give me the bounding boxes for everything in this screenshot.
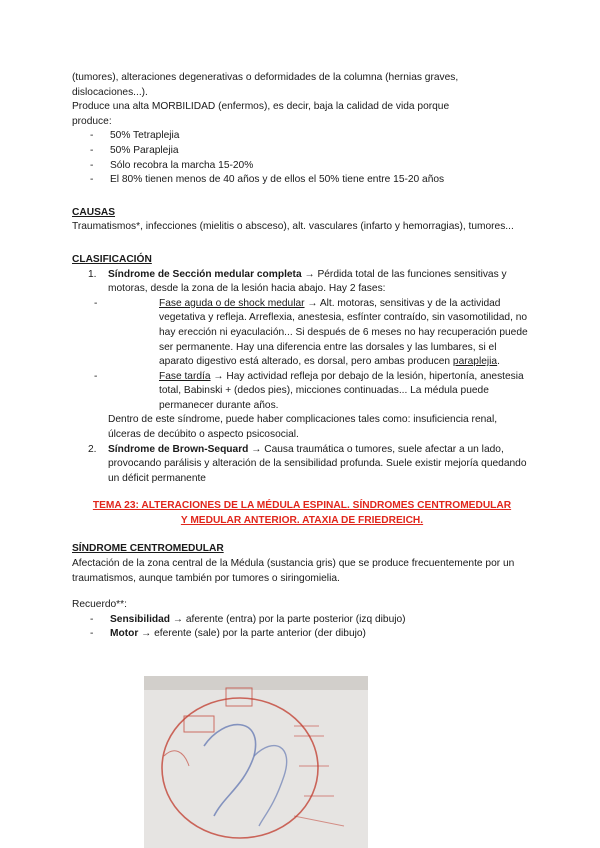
list-item bbox=[72, 627, 532, 642]
brown-sequard-text: → Causa traumática o tumores, suele afectar a un lado, provocando parálisis y alteración de la sensibilidad profunda. Suele existir mejoría quedando un déficit permanente bbox=[108, 443, 527, 484]
fase-aguda-end: . bbox=[497, 356, 500, 368]
list-item bbox=[72, 370, 532, 414]
item-number: 2. bbox=[88, 443, 97, 455]
list-item: - 50% Paraplejia bbox=[72, 144, 532, 159]
fase-aguda-text: → Alt. motoras, sensitivas y de la actividad vegetativa y refleja. Arreflexia, anestesia, esfínter contraído, sin vasomotilidad, no hay erección ni eyaculación... Si después de 6 meses no hay recuperación puede ser permanente. Hay una diferencia entre las dorsales y las lumbares, si el aparato digestivo está alterado, es dorsal, pero ambas producen bbox=[159, 297, 528, 368]
sindrome-seccion-text: → Pérdida total de las funciones sensitivas y motoras, desde la zona de la lesión hacia abajo. Hay 2 fases: bbox=[108, 268, 507, 295]
clasificacion-list bbox=[72, 268, 532, 487]
causas-heading: CAUSAS bbox=[72, 206, 116, 218]
intro-line-3: Produce una alta MORBILIDAD (enfermos), es decir, baja la calidad de vida porque bbox=[72, 101, 450, 113]
sindrome-seccion-title: Síndrome de Sección medular completa bbox=[108, 268, 302, 280]
brown-sequard-title: Síndrome de Brown-Sequard bbox=[108, 443, 249, 455]
list-item bbox=[72, 297, 532, 370]
paraplejia-link: paraplejia bbox=[452, 356, 498, 368]
sensibilidad-label: Sensibilidad bbox=[110, 613, 171, 625]
intro-line-4: produce: bbox=[72, 115, 112, 127]
list-item: - El 80% tienen menos de 40 años y de ellos el 50% tiene entre 15-20 años bbox=[72, 173, 532, 188]
item-number: 1. bbox=[88, 268, 97, 280]
fases-list bbox=[72, 297, 532, 414]
tema-title: TEMA 23: ALTERACIONES DE LA MÉDULA ESPINAL. SÍNDROMES CENTROMEDULAR Y MEDULAR ANTERIOR. ATAXIA DE FRIEDREICH. bbox=[92, 500, 512, 527]
recuerdo-list bbox=[72, 613, 532, 642]
list-item: - Sólo recobra la marcha 15-20% bbox=[72, 159, 532, 174]
list-item: - 50% Tetraplejia bbox=[72, 129, 532, 144]
centromedular-heading: SÍNDROME CENTROMEDULAR bbox=[72, 543, 224, 555]
intro-line-2: dislocaciones...). bbox=[72, 86, 148, 98]
motor-label: Motor bbox=[110, 628, 139, 640]
centromedular-text: Afectación de la zona central de la Médula (sustancia gris) que se produce frecuentemente por un traumatismos, aunque también por tumores o siringomielia. bbox=[72, 558, 515, 584]
whiteboard-photo bbox=[144, 676, 368, 848]
intro-line-1: (tumores), alteraciones degenerativas o deformidades de la columna (hernias graves, bbox=[72, 72, 459, 83]
spinal-cord-drawing bbox=[144, 676, 368, 848]
morbidity-list bbox=[72, 129, 532, 187]
list-item bbox=[72, 443, 532, 487]
recuerdo-label: Recuerdo**: bbox=[72, 599, 127, 611]
clasificacion-heading: CLASIFICACIÓN bbox=[72, 253, 152, 265]
fase-tardia-title: Fase tardía bbox=[159, 370, 211, 382]
list-item bbox=[72, 613, 532, 628]
document-page bbox=[72, 71, 532, 642]
motor-text: → eferente (sale) por la parte anterior (der dibujo) bbox=[138, 628, 366, 640]
list-item bbox=[72, 268, 532, 443]
sensibilidad-text: → aferente (entra) por la parte posterior (izq dibujo) bbox=[170, 613, 406, 625]
fase-aguda-title: Fase aguda o de shock medular bbox=[159, 297, 305, 309]
fase-tardia-text: → Hay actividad refleja por debajo de la lesión, hipertonía, anestesia total, Babinski + (dedos pies), micciones continuadas... La médula puede permanecer durante años. bbox=[159, 370, 524, 411]
causas-text: Traumatismos*, infecciones (mielitis o absceso), alt. vasculares (infarto y hemorragias), tumores... bbox=[72, 221, 514, 233]
complications-text: Dentro de este síndrome, puede haber complicaciones tales como: insuficiencia renal, úlceras de decúbito o aspecto psicosocial. bbox=[108, 414, 498, 441]
